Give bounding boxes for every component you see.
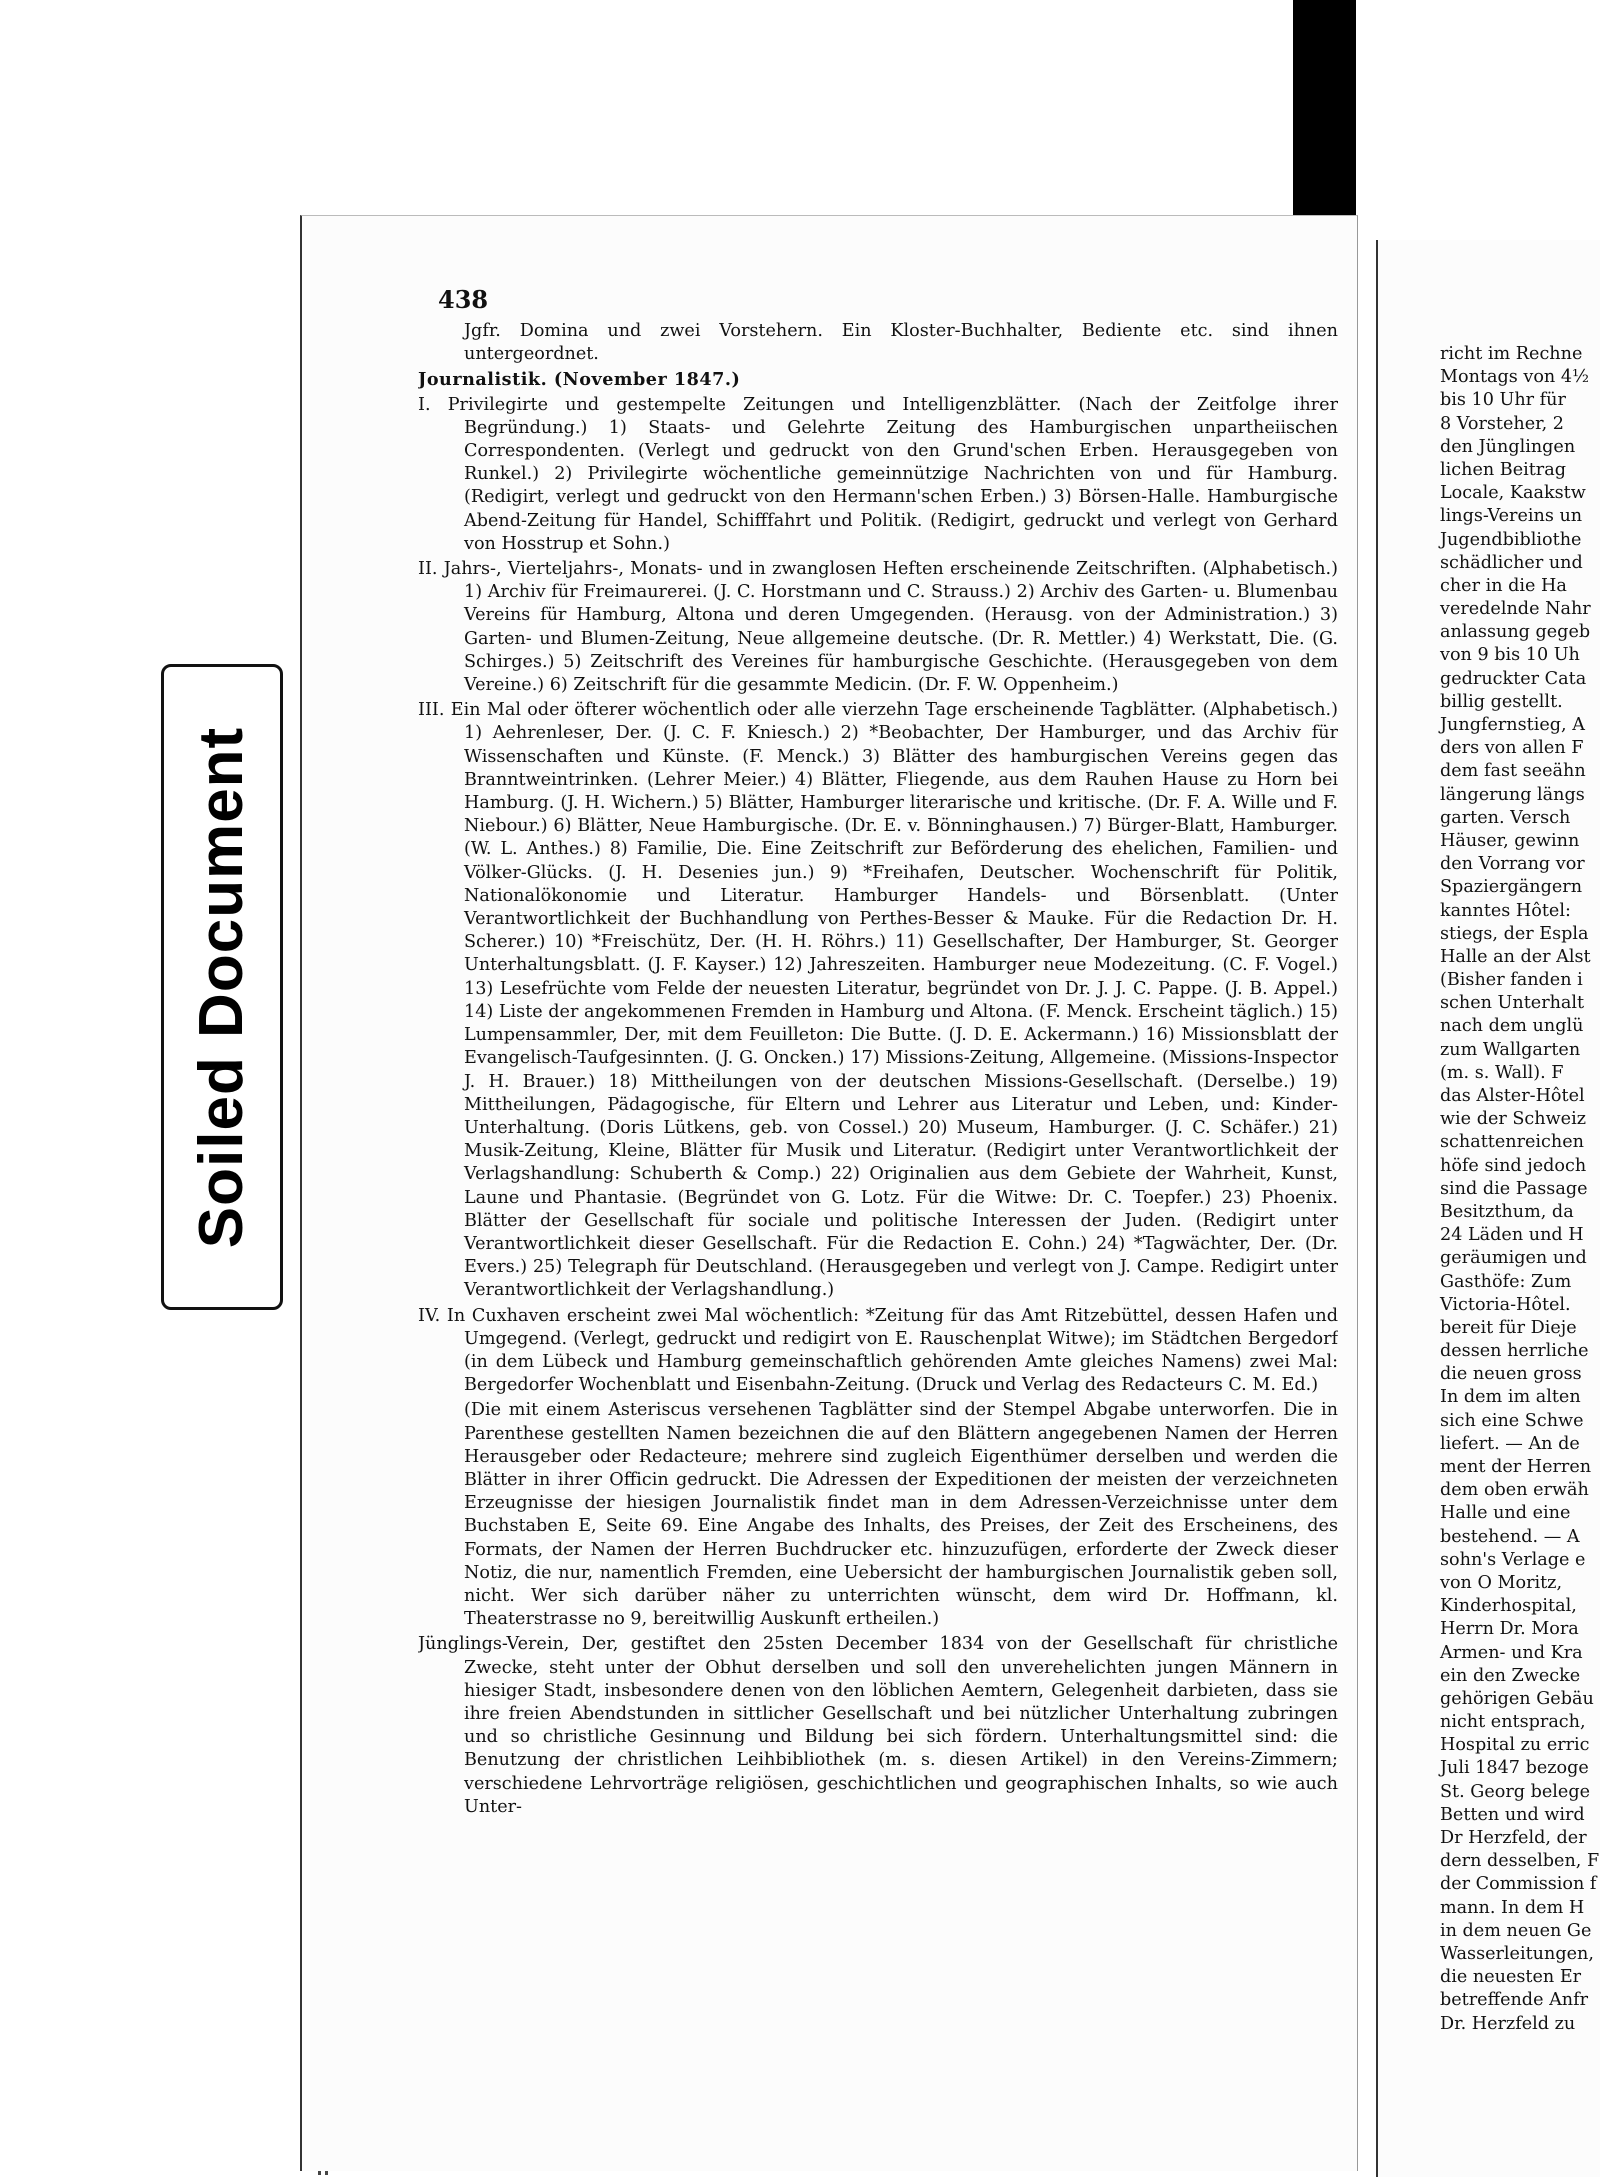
text-line: sich eine Schwe [1440,1410,1584,1431]
text-line: die neuesten Er [1440,1967,1582,1988]
text-line: St. Georg belege [1440,1781,1591,1802]
text-line: Locale, Kaakstw [1440,483,1586,504]
text-line: Hospital zu erric [1440,1735,1590,1756]
text-line: geräumigen und [1440,1248,1587,1269]
text-line: Herrn Dr. Mora [1440,1619,1579,1640]
text-line: kanntes Hôtel: [1440,900,1571,921]
text-line: die neuen gross [1440,1364,1582,1385]
text-line: Jugendbibliothe [1440,529,1582,550]
text-line: wie der Schweiz [1440,1109,1586,1130]
paragraph: (Die mit einem Asteriscus versehenen Tagblätter sind der Stempel Abgabe unterworfen. Die in Parenthese gestellten Namen bezeichnen die auf den Blättern angegebenen Namen der Herren Herausgeber oder Redacteure; mehrere sind zugleich Eigenthümer derselben und werden die Blätter in ihrer Officin gedruckt. Die Adressen der Expeditionen der meisten der verzeichneten Erzeugnisse der hiesigen Journalistik findet man in dem Adressen-Verzeichnisse unter dem Buchstaben E, Seite 69. Eine Angabe des Inhalts, des Preises, der Zeit des Erscheinens, des Formats, der Namen der Herren Buchdrucker etc. hinzuzufügen, erforderte der Zweck dieser Notiz, die nur, namentlich Fremden, eine Uebersicht der hamburgischen Journalistik geben soll, nicht. Wer sich darüber näher zu unterrichten wünscht, dem wird Dr. Hoffmann, kl. Theaterstrasse no 9, bereitwillig Auskunft ertheilen.) [464,1400,1338,1630]
text-line: Montags von 4½ [1440,367,1590,388]
text-line: gedruckter Cata [1440,668,1587,689]
text-line: Halle und eine [1440,1503,1571,1524]
text-line: Dr. Herzfeld zu [1440,2013,1576,2034]
text-line: schattenreichen [1440,1132,1584,1153]
text-line: schen Unterhalt [1440,993,1585,1014]
text-line: richt im Rechne [1440,344,1583,364]
paragraph: IV. In Cuxhaven erscheint zwei Mal wöchentlich: *Zeitung für das Amt Ritzebüttel, dessen Hafen und Umgegend. (Verlegt, gedruckt und redigirt von E. Rauschenplat Witwe); im Städtchen Bergedorf (in dem Lübeck und Hamburg gemeinschaftlich gehörenden Amte gleiches Namens) zwei Mal: Bergedorfer Wochenblatt und Eisenbahn-Zeitung. (Druck und Verlag des Redacteurs C. M. Ed.) [418,1305,1338,1396]
text-line: (m. s. Wall). F [1440,1062,1564,1083]
text-line: Kinderhospital, [1440,1596,1577,1617]
text-line: höfe sind jedoch [1440,1155,1587,1176]
text-line: Spaziergängern [1440,877,1583,898]
text-line: bereit für Dieje [1440,1317,1577,1338]
text-line: Gasthöfe: Zum [1440,1271,1572,1292]
text-line: den Vorrang vor [1440,854,1585,875]
text-line: gehörigen Gebäu [1440,1688,1594,1709]
text-line: Wasserleitungen, [1440,1943,1594,1964]
text-line: lings-Vereins un [1440,506,1583,527]
text-line: bestehend. — A [1440,1526,1580,1547]
text-line: schädlicher und [1440,552,1583,573]
text-line: ders von allen F [1440,738,1584,759]
text-line: nach dem unglü [1440,1016,1584,1037]
right-page-text [1440,343,1600,2036]
text-line: Jungfernstieg, A [1440,715,1585,735]
text-line: 8 Vorsteher, 2 [1440,413,1564,434]
text-line: In dem im alten [1440,1387,1581,1408]
text-line: Besitzthum, da [1440,1201,1574,1222]
text-line: dessen herrliche [1440,1341,1589,1362]
paragraph: II. Jahrs-, Vierteljahrs-, Monats- und in zwanglosen Heften erscheinende Zeitschriften. (Alphabetisch.) 1) Archiv für Freimaurerei. (J. C. Horstmann und C. Strauss.) 2) Archiv des Garten- u. Blumenbau Vereins für Hamburg, Altona und deren Umgegenden. (Herausg. von der Administration.) 3) Garten- und Blumen-Zeitung, Neue allgemeine deutsche. (Dr. R. Mettler.) 4) Werkstatt, Die. (G. Schirges.) 5) Zeitschrift des Vereines für hamburgische Geschichte. (Herausgegeben von dem Vereine.) 6) Zeitschrift für die gesammte Medicin. (Dr. F. W. Oppenheim.) [418,559,1338,696]
text-line: dern desselben, F [1440,1851,1600,1872]
text-line: dem oben erwäh [1440,1480,1589,1501]
text-line: ment der Herren [1440,1457,1592,1477]
text-line: dem fast seeähn [1440,761,1586,782]
paragraph: Jgfr. Domina und zwei Vorstehern. Ein Kloster-Buchhalter, Bediente etc. sind ihnen untergeordnet. [464,321,1338,365]
text-line: cher in die Ha [1440,575,1567,596]
soiled-document-label [161,664,283,1310]
text-line: Victoria-Hôtel. [1440,1294,1571,1315]
left-page-text [418,320,1338,2100]
text-line: der Commission f [1440,1874,1597,1895]
text-line: von O Moritz, [1440,1572,1563,1593]
text-line: ein den Zwecke [1440,1665,1581,1686]
paragraph: Jünglings-Verein, Der, gestiftet den 25sten December 1834 von der Gesellschaft für christliche Zwecke, steht unter der Obhut derselben und soll den unverehelichten jungen Männern in hiesiger Stadt, insbesondere denen von den löblichen Aemtern, Gelegenheit darbieten, dass sie ihre freien Abendstunden in sittlicher Gesellschaft und bei nützlicher Unterhaltung zubringen und so christliche Gesinnung und Bildung bei sich fördern. Unterhaltungsmittel sind: die Benutzung der christlichen Leihbibliothek (m. s. diesen Artikel) in den Vereins-Zimmern; verschiedene Lehrvorträge religiösen, geschichtlichen und geographischen Inhalts, so wie auch Unter- [418,1634,1338,1817]
text-line: 24 Läden und H [1440,1225,1584,1246]
text-line: bis 10 Uhr für [1440,390,1566,411]
label-text: Soiled Document [187,726,257,1248]
page-number: 438 [438,285,489,314]
text-line: zum Wallgarten [1440,1039,1581,1060]
text-line: Betten und wird [1440,1804,1585,1825]
text-line: billig gestellt. [1440,691,1563,712]
text-line: nicht entsprach, [1440,1712,1586,1733]
text-line: von 9 bis 10 Uh [1440,645,1580,666]
text-line: liefert. — An de [1440,1433,1580,1454]
text-line: lichen Beitrag [1440,459,1566,480]
text-line: anlassung gegeb [1440,622,1591,643]
text-line: Dr Herzfeld, der [1440,1828,1587,1848]
text-line: Halle an der Alst [1440,946,1591,967]
text-line: betreffende Anfr [1440,1990,1589,2011]
text-line: längerung längs [1440,784,1585,805]
paragraph: I. Privilegirte und gestempelte Zeitungen und Intelligenzblätter. (Nach der Zeitfolge ihrer Begründung.) 1) Staats- und Gelehrte Zeitung des Hamburgischen unpartheiischen Correspondenten. (Verlegt und gedruckt von den Grund'schen Erben. Herausgegeben von Runkel.) 2) Privilegirte wöchentliche gemeinnützige Nachrichten von und für Hamburg. (Redigirt, verlegt und gedruckt von den Hermann'schen Erben.) 3) Börsen-Halle. Hamburgische Abend-Zeitung für Handel, Schifffahrt und Politik. (Redigirt, gedruckt und verlegt von Gerhard von Hosstrup et Sohn.) [418,394,1338,554]
text-line: in dem neuen Ge [1440,1920,1592,1941]
text-line: Häuser, gewinn [1440,830,1580,851]
text-line: den Jünglingen [1440,436,1576,457]
text-line: sind die Passage [1440,1178,1588,1199]
text-line: stiegs, der Espla [1440,923,1589,944]
paragraph: Journalistik. (November 1847.) [418,369,741,391]
paragraph: III. Ein Mal oder öfterer wöchentlich oder alle vierzehn Tage erscheinende Tagblätter. (Alphabetisch.) 1) Aehrenleser, Der. (J. C. F. Kniesch.) 2) *Beobachter, Der Hamburger, und das Archiv für Wissenschaften und Künste. (F. Menck.) 3) Blätter des hamburgischen Vereins gegen das Branntweintrinken. (Lehrer Meier.) 4) Blätter, Fliegende, aus dem Rauhen Hause zu Horn bei Hamburg. (J. H. Wichern.) 5) Blätter, Hamburger literarische und kritische. (Dr. F. A. Wille und F. Niebour.) 6) Blätter, Neue Hamburgische. (Dr. E. v. Bönninghausen.) 7) Bürger-Blatt, Hamburger. (W. L. Anthes.) 8) Familie, Die. Eine Zeitschrift zur Beförderung des ehelichen, Familien- und Völker-Glücks. (J. H. Desenies jun.) 9) *Freihafen, Deutscher. Wochenschrift für Politik, Nationalökonomie und Literatur. Hamburger Handels- und Börsenblatt. (Unter Verantwortlichkeit der Buchhandlung von Perthes-Besser & Mauke. Für die Redaction Dr. H. Scherer.) 10) *Freischütz, Der. (H. H. Röhrs.) 11) Gesellschafter, Der Hamburger, St. Georger Unterhaltungsblatt. (J. F. Kayser.) 12) Jahreszeiten. Hamburger neue Modezeitung. (C. F. Vogel.) 13) Lesefrüchte vom Felde der neuesten Literatur, begründet von Dr. J. J. C. Pappe. (J. B. Appel.) 14) Liste der angekommenen Fremden in Hamburg und Altona. (F. Menck. Erscheint täglich.) 15) Lumpensammler, Der, mit dem Feuilleton: Die Butte. (J. D. E. Ackermann.) 16) Missionsblatt der Evangelisch-Taufgesinnten. (J. G. Oncken.) 17) Missions-Zeitung, Allgemeine. (Missions-Inspector J. H. Brauer.) 18) Mittheilungen von der deutschen Missions-Gesellschaft. (Derselbe.) 19) Mittheilungen, Pädagogische, für Eltern und Lehrer aus Literatur und Leben, und: Kinder-Unterhaltung. (Doris Lütkens, geb. von Cossel.) 20) Museum, Hamburger. (J. C. Schäfer.) 21) Musik-Zeitung, Kleine, Blätter für Musik und Literatur. (Redigirt unter Verantwortlichkeit der Verlagshandlung: Schuberth & Comp.) 22) Originalien aus dem Gebiete der Wahrheit, Kunst, Laune und Phantasie. (Begründet von G. Lotz. Für die Witwe: Dr. C. Toepfer.) 23) Phoenix. Blätter der Gesellschaft für sociale und politische Interessen der Juden. (Redigirt unter Verantwortlichkeit dieser Gesellschaft. Für die Redaction E. Cohn.) 24) *Tagwächter, Der. (Dr. Evers.) 25) Telegraph für Deutschland. (Herausgegeben und verlegt von J. Campe. Redigirt unter Verantwortlichkeit der Verlagshandlung.) [418,700,1338,1301]
text-line: das Alster-Hôtel [1440,1086,1585,1106]
text-line: veredelnde Nahr [1440,599,1591,620]
text-line: Juli 1847 bezoge [1440,1758,1589,1779]
text-line: sohn's Verlage e [1440,1549,1586,1570]
text-line: mann. In dem H [1440,1897,1585,1918]
text-line: (Bisher fanden i [1440,970,1583,991]
text-line: garten. Versch [1440,807,1571,828]
text-line: Armen- und Kra [1440,1642,1583,1663]
